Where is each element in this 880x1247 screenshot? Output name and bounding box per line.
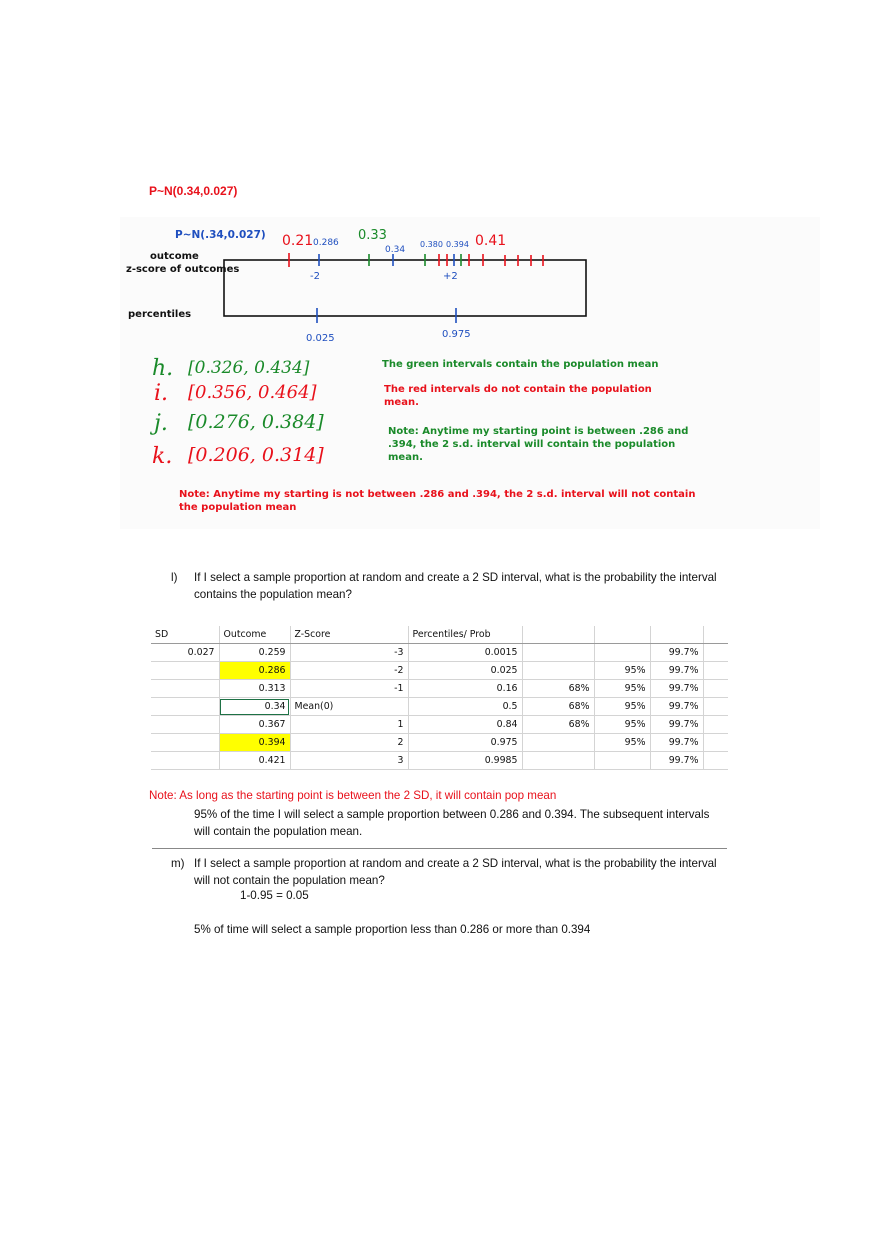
interval-h-label: h. (152, 356, 174, 381)
table-row (151, 716, 728, 734)
cell (703, 752, 728, 770)
z-tick: +2 (443, 271, 458, 282)
interval-j-label: j. (154, 411, 168, 436)
highlighted-cell: 0.394 (219, 734, 290, 752)
cell (151, 716, 219, 734)
question-l-number: l) (171, 571, 178, 584)
cell: 0.5 (408, 698, 522, 716)
cell: 0.84 (408, 716, 522, 734)
outcome-tick: 0.21 (282, 233, 314, 249)
selected-cell[interactable]: 0.34 (219, 698, 290, 716)
sheet-header-row (151, 626, 728, 644)
cell: 0.16 (408, 680, 522, 698)
cell: 99.7% (650, 752, 703, 770)
section-divider (152, 848, 727, 849)
cell: 2 (290, 734, 408, 752)
cell: 0.367 (219, 716, 290, 734)
highlighted-cell: 0.286 (219, 662, 290, 680)
cell (151, 734, 219, 752)
calc-m: 1-0.95 = 0.05 (240, 889, 309, 902)
cell (703, 698, 728, 716)
cell: 95% (594, 734, 650, 752)
header-cell: Z-Score (290, 626, 408, 644)
note-pop-mean: Note: As long as the starting point is between the 2 SD, it will contain pop mean (149, 789, 557, 802)
cell (703, 734, 728, 752)
outcome-tick: 0.33 (358, 228, 387, 243)
outcome-tick: 0.34 (385, 245, 406, 255)
cell (594, 644, 650, 662)
answer-l: 95% of the time I will select a sample proportion between 0.286 and 0.394. The subsequent intervals will contain the population mean. (194, 808, 710, 838)
cell: Mean(0) (290, 698, 408, 716)
cell: -3 (290, 644, 408, 662)
question-m (171, 855, 731, 891)
note-green-intervals: The green intervals contain the population mean (382, 359, 659, 370)
header-cell (594, 626, 650, 644)
cell: 0.0015 (408, 644, 522, 662)
percentile-tick: 0.025 (306, 333, 335, 344)
cell: 99.7% (650, 734, 703, 752)
cell (703, 644, 728, 662)
cell: 99.7% (650, 644, 703, 662)
z-tick: -2 (310, 271, 320, 282)
outcome-tick: 0.380 (420, 240, 443, 249)
header-cell: Percentiles/ Prob (408, 626, 522, 644)
question-l (171, 569, 731, 605)
outcome-tick: 0.286 (313, 238, 339, 248)
cell (703, 716, 728, 734)
cell: 68% (522, 716, 594, 734)
cell: 0.975 (408, 734, 522, 752)
cell: 68% (522, 698, 594, 716)
cell: 0.313 (219, 680, 290, 698)
cell (522, 644, 594, 662)
answer-m: 5% of time will select a sample proportion less than 0.286 or more than 0.394 (194, 923, 591, 936)
table-row (151, 680, 728, 698)
cell: 95% (594, 716, 650, 734)
cell: 95% (594, 662, 650, 680)
cell: 0.259 (219, 644, 290, 662)
interval-k-label: k. (152, 444, 173, 469)
page-heading: P~N(0.34,0.027) (149, 184, 238, 198)
interval-i-value: [0.356, 0.464] (188, 382, 317, 403)
cell: 68% (522, 680, 594, 698)
interval-k-value: [0.206, 0.314] (188, 444, 324, 466)
header-cell (703, 626, 728, 644)
table-row (151, 698, 728, 716)
outcome-tick: 0.41 (475, 233, 507, 249)
cell (703, 680, 728, 698)
cell (151, 662, 219, 680)
cell: 95% (594, 698, 650, 716)
question-l-text: If I select a sample proportion at random and create a 2 SD interval, what is the probability the interval contains the population mean? (194, 571, 717, 601)
interval-i-label: i. (154, 381, 169, 406)
cell: 99.7% (650, 680, 703, 698)
cell (522, 662, 594, 680)
cell: 95% (594, 680, 650, 698)
cell: 99.7% (650, 716, 703, 734)
cell (522, 752, 594, 770)
interval-j-value: [0.276, 0.384] (188, 411, 324, 433)
header-cell (522, 626, 594, 644)
zscore-row-label: z-score of outcomes (126, 264, 240, 275)
table-row (151, 644, 728, 662)
outcome-tick: 0.394 (446, 240, 469, 249)
cell (151, 752, 219, 770)
question-m-number: m) (171, 857, 185, 870)
percentiles-row-label: percentiles (128, 309, 192, 320)
note-bottom: Note: Anytime my starting is not between .286 and .394, the 2 s.d. interval will not contain the population mean (179, 489, 696, 513)
cell: 0.9985 (408, 752, 522, 770)
cell (151, 698, 219, 716)
spreadsheet (151, 626, 732, 774)
cell: 0.421 (219, 752, 290, 770)
cell (703, 662, 728, 680)
cell: -1 (290, 680, 408, 698)
outcome-row-label: outcome (150, 251, 199, 262)
cell: 0.025 (408, 662, 522, 680)
header-cell: Outcome (219, 626, 290, 644)
cell: 0.027 (151, 644, 219, 662)
cell (151, 680, 219, 698)
cell (522, 734, 594, 752)
cell: 1 (290, 716, 408, 734)
normal-distribution-figure (120, 217, 820, 529)
note-start-point: Note: Anytime my starting point is between .286 and .394, the 2 s.d. interval will contain the population mean. (388, 426, 689, 463)
cell: 99.7% (650, 698, 703, 716)
distribution-label: P~N(.34,0.027) (175, 229, 266, 241)
table-row (151, 662, 728, 680)
note-red-intervals: The red intervals do not contain the population mean. (384, 384, 652, 408)
question-m-text: If I select a sample proportion at random and create a 2 SD interval, what is the probability the interval will not contain the population mean? (194, 857, 717, 887)
cell (594, 752, 650, 770)
header-cell (650, 626, 703, 644)
table-row (151, 734, 728, 752)
interval-h-value: [0.326, 0.434] (188, 358, 310, 378)
cell: -2 (290, 662, 408, 680)
table-row (151, 752, 728, 770)
percentile-tick: 0.975 (442, 329, 471, 340)
cell: 99.7% (650, 662, 703, 680)
cell: 3 (290, 752, 408, 770)
header-cell: SD (151, 626, 219, 644)
